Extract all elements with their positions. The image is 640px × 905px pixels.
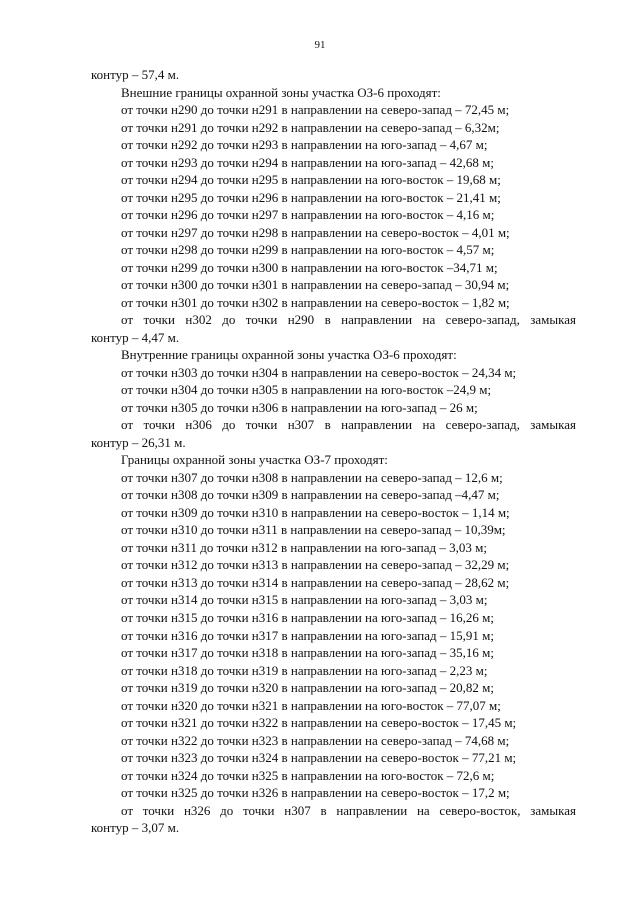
text-line: от точки н306 до точки н307 в направлении на северо-запад, замыкая bbox=[121, 417, 576, 433]
text-line: от точки н320 до точки н321 в направлении на юго-восток – 77,07 м; bbox=[121, 697, 501, 713]
text-line: от точки н325 до точки н326 в направлении на северо-восток – 17,2 м; bbox=[121, 785, 510, 801]
body-text bbox=[0, 66, 640, 837]
text-line: от точки н301 до точки н302 в направлении на северо-восток – 1,82 м; bbox=[121, 294, 510, 310]
page-number: 91 bbox=[314, 39, 326, 51]
text-line: от точки н308 до точки н309 в направлении на северо-запад –4,47 м; bbox=[121, 487, 500, 503]
text-line: от точки н315 до точки н316 в направлении на юго-запад – 16,26 м; bbox=[121, 609, 494, 625]
text-line: от точки н312 до точки н313 в направлении на северо-запад – 32,29 м; bbox=[121, 557, 510, 573]
text-line: контур – 4,47 м. bbox=[91, 329, 180, 345]
text-line: контур – 57,4 м. bbox=[91, 67, 180, 82]
text-line: от точки н314 до точки н315 в направлении на юго-запад – 3,03 м; bbox=[121, 592, 488, 608]
text-line: от точки н326 до точки н307 в направлении на северо-восток, замыкая bbox=[121, 802, 576, 818]
text-line: Границы охранной зоны участка ОЗ-7 проходят: bbox=[121, 452, 388, 468]
text-line: от точки н291 до точки н292 в направлении на северо-запад – 6,32м; bbox=[121, 119, 500, 135]
text-line: от точки н300 до точки н301 в направлении на северо-запад – 30,94 м; bbox=[121, 277, 510, 293]
text-line: от точки н316 до точки н317 в направлении на юго-запад – 15,91 м; bbox=[121, 627, 494, 643]
text-line: от точки н296 до точки н297 в направлении на юго-восток – 4,16 м; bbox=[121, 207, 495, 223]
text-line: от точки н302 до точки н290 в направлении на северо-запад, замыкая bbox=[121, 312, 576, 328]
text-line: от точки н292 до точки н293 в направлении на юго-запад – 4,67 м; bbox=[121, 137, 488, 153]
text-line: от точки н310 до точки н311 в направлении на северо-запад – 10,39м; bbox=[121, 522, 506, 538]
text-line: от точки н311 до точки н312 в направлении на юго-запад – 3,03 м; bbox=[121, 539, 487, 555]
text-line: от точки н313 до точки н314 в направлении на северо-запад – 28,62 м; bbox=[121, 574, 510, 590]
text-line: от точки н317 до точки н318 в направлении на юго-запад – 35,16 м; bbox=[121, 645, 494, 661]
text-line: от точки н295 до точки н296 в направлении на юго-восток – 21,41 м; bbox=[121, 189, 501, 205]
text-line: от точки н319 до точки н320 в направлении на юго-запад – 20,82 м; bbox=[121, 680, 494, 696]
text-line: от точки н321 до точки н322 в направлении на северо-восток – 17,45 м; bbox=[121, 715, 517, 731]
text-line: от точки н290 до точки н291 в направлении на северо-запад – 72,45 м; bbox=[121, 102, 510, 118]
text-line: от точки н318 до точки н319 в направлении на юго-запад – 2,23 м; bbox=[121, 662, 488, 678]
text-line: Внутренние границы охранной зоны участка ОЗ-6 проходят: bbox=[121, 347, 457, 363]
text-line: от точки н322 до точки н323 в направлении на северо-запад – 74,68 м; bbox=[121, 732, 510, 748]
text-line: от точки н307 до точки н308 в направлении на северо-запад – 12,6 м; bbox=[121, 469, 503, 485]
text-line: от точки н309 до точки н310 в направлении на северо-восток – 1,14 м; bbox=[121, 504, 510, 520]
text-line: от точки н294 до точки н295 в направлении на юго-восток – 19,68 м; bbox=[121, 172, 501, 188]
text-line: от точки н324 до точки н325 в направлении на юго-восток – 72,6 м; bbox=[121, 767, 495, 783]
text-line: от точки н304 до точки н305 в направлении на юго-восток –24,9 м; bbox=[121, 382, 492, 398]
text-line: Внешние границы охранной зоны участка ОЗ-6 проходят: bbox=[121, 84, 441, 100]
text-line: от точки н303 до точки н304 в направлении на северо-восток – 24,34 м; bbox=[121, 364, 517, 380]
text-line: от точки н299 до точки н300 в направлении на юго-восток –34,71 м; bbox=[121, 259, 498, 275]
text-line: контур – 26,31 м. bbox=[91, 434, 186, 450]
text-line: от точки н323 до точки н324 в направлении на северо-восток – 77,21 м; bbox=[121, 750, 517, 766]
text-line: контур – 3,07 м. bbox=[91, 820, 180, 836]
text-line: от точки н305 до точки н306 в направлении на юго-запад – 26 м; bbox=[121, 399, 478, 415]
text-line: от точки н298 до точки н299 в направлении на юго-восток – 4,57 м; bbox=[121, 242, 495, 258]
text-line: от точки н293 до точки н294 в направлении на юго-запад – 42,68 м; bbox=[121, 154, 494, 170]
text-line: от точки н297 до точки н298 в направлении на северо-восток – 4,01 м; bbox=[121, 224, 510, 240]
